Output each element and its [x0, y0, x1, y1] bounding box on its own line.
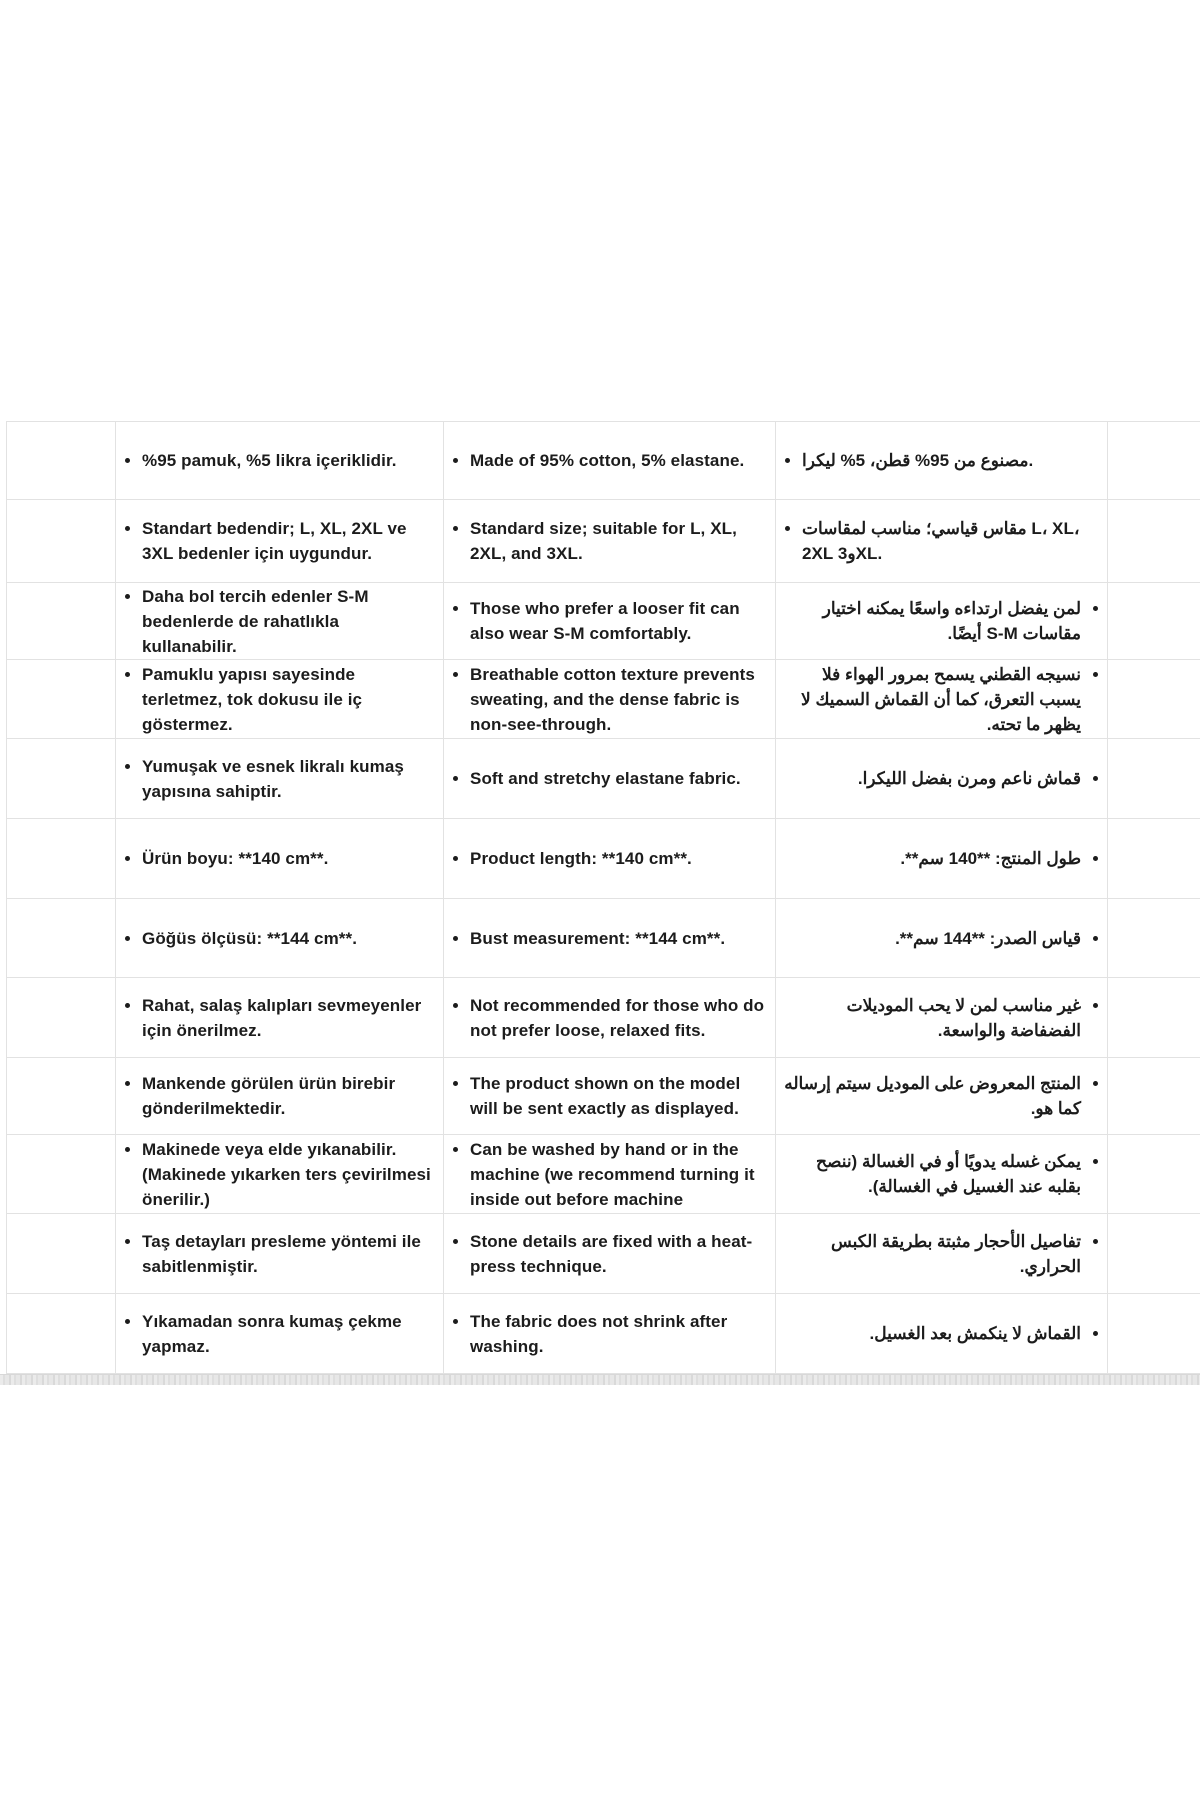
cell-turkish: [116, 819, 443, 898]
feature-item: • Can be washed by hand or in the machine (we recommend turning it inside out before machine: [470, 1137, 769, 1212]
feature-list: [122, 1309, 437, 1359]
feature-item: • Mankende görülen ürün birebir gönderilmektedir.: [142, 1071, 437, 1121]
gutter-right-cell: [1108, 1135, 1200, 1213]
feature-item: • نسيجه القطني يسمح بمرور الهواء فلا يسبب التعرق، كما أن القماش السميك لا يظهر ما تحته.: [782, 662, 1081, 737]
gutter-left-cell: [7, 819, 115, 898]
feature-list: [782, 448, 1101, 473]
gutter-left-cell: [7, 978, 115, 1057]
feature-list: [450, 516, 769, 566]
feature-item: • القماش لا ينكمش بعد الغسيل.: [782, 1321, 1081, 1346]
cell-english: [444, 819, 775, 898]
cell-turkish: [116, 739, 443, 818]
gutter-left-cell: [7, 1058, 115, 1134]
feature-list: [450, 1229, 769, 1279]
cell-arabic: [776, 899, 1107, 977]
cell-turkish: [116, 660, 443, 738]
feature-list: [450, 766, 769, 791]
gutter-right-cell: [1108, 1058, 1200, 1134]
gutter-right-cell: [1108, 500, 1200, 582]
cell-english: [444, 1214, 775, 1293]
gutter-right-cell: [1108, 660, 1200, 738]
feature-list: [450, 662, 769, 737]
gutter-right-cell: [1108, 422, 1200, 499]
feature-item: • قياس الصدر: **144 سم**.: [782, 926, 1081, 951]
feature-item: • The fabric does not shrink after washing.: [470, 1309, 769, 1359]
feature-list: [782, 1071, 1101, 1121]
feature-item: • المنتج المعروض على الموديل سيتم إرساله كما هو.: [782, 1071, 1081, 1121]
feature-item: • %95 pamuk, %5 likra içeriklidir.: [142, 448, 437, 473]
feature-list: [782, 846, 1101, 871]
feature-item: • Ürün boyu: **140 cm**.: [142, 846, 437, 871]
gutter-left-cell: [7, 660, 115, 738]
cell-arabic: [776, 978, 1107, 1057]
feature-item: • Yumuşak ve esnek likralı kumaş yapısına sahiptir.: [142, 754, 437, 804]
translation-table: [6, 421, 1200, 1374]
gutter-left-cell: [7, 583, 115, 659]
feature-item: • Daha bol tercih edenler S-M bedenlerde de rahatlıkla kullanabilir.: [142, 584, 437, 659]
feature-item: • Stone details are fixed with a heat-press technique.: [470, 1229, 769, 1279]
feature-list: [122, 1137, 437, 1212]
feature-list: [122, 448, 437, 473]
feature-item: • Pamuklu yapısı sayesinde terletmez, tok dokusu ile iç göstermez.: [142, 662, 437, 737]
cell-english: [444, 899, 775, 977]
gutter-left-cell: [7, 899, 115, 977]
feature-list: [122, 516, 437, 566]
cell-turkish: [116, 1214, 443, 1293]
cell-turkish: [116, 583, 443, 659]
feature-item: • Not recommended for those who do not prefer loose, relaxed fits.: [470, 993, 769, 1043]
feature-list: [782, 596, 1101, 646]
gutter-right-cell: [1108, 899, 1200, 977]
feature-item: • Those who prefer a looser fit can also wear S-M comfortably.: [470, 596, 769, 646]
feature-item: • Product length: **140 cm**.: [470, 846, 769, 871]
cell-turkish: [116, 422, 443, 499]
feature-item: • Taş detayları presleme yöntemi ile sabitlenmiştir.: [142, 1229, 437, 1279]
feature-list: [122, 993, 437, 1043]
cell-english: [444, 500, 775, 582]
cell-arabic: [776, 1058, 1107, 1134]
feature-item: • Breathable cotton texture prevents sweating, and the dense fabric is non-see-through.: [470, 662, 769, 737]
feature-item: • لمن يفضل ارتداءه واسعًا يمكنه اختيار مقاسات S-M أيضًا.: [782, 596, 1081, 646]
gutter-left-cell: [7, 422, 115, 499]
feature-item: • Makinede veya elde yıkanabilir. (Makinede yıkarken ters çevirilmesi önerilir.): [142, 1137, 437, 1212]
cell-english: [444, 660, 775, 738]
feature-item: • طول المنتج: **140 سم**.: [782, 846, 1081, 871]
cell-arabic: [776, 500, 1107, 582]
feature-list: [122, 584, 437, 659]
feature-list: [450, 993, 769, 1043]
cell-turkish: [116, 500, 443, 582]
feature-item: • Soft and stretchy elastane fabric.: [470, 766, 769, 791]
cell-english: [444, 583, 775, 659]
feature-list: [450, 846, 769, 871]
cell-english: [444, 739, 775, 818]
gutter-right-cell: [1108, 1294, 1200, 1373]
cell-english: [444, 1058, 775, 1134]
feature-list: [122, 662, 437, 737]
feature-item: • يمكن غسله يدويًا أو في الغسالة (ننصح بقلبه عند الغسيل في الغسالة).: [782, 1149, 1081, 1199]
cell-turkish: [116, 1058, 443, 1134]
cell-english: [444, 978, 775, 1057]
cell-turkish: [116, 899, 443, 977]
cell-english: [444, 1135, 775, 1213]
feature-item: • Standard size; suitable for L, XL, 2XL, and 3XL.: [470, 516, 769, 566]
feature-item: • Göğüs ölçüsü: **144 cm**.: [142, 926, 437, 951]
feature-list: [122, 754, 437, 804]
gutter-right-cell: [1108, 583, 1200, 659]
cell-arabic: [776, 1135, 1107, 1213]
gutter-left-cell: [7, 500, 115, 582]
cell-arabic: [776, 1214, 1107, 1293]
feature-list: [450, 926, 769, 951]
cell-turkish: [116, 1135, 443, 1213]
gutter-left-cell: [7, 1214, 115, 1293]
feature-list: [450, 1309, 769, 1359]
feature-item: • مقاس قياسي؛ مناسب لمقاسات L، XL، 2XL و3XL.: [802, 516, 1101, 566]
gutter-left-cell: [7, 1135, 115, 1213]
feature-item: • قماش ناعم ومرن بفضل الليكرا.: [782, 766, 1081, 791]
feature-list: [782, 1229, 1101, 1279]
feature-list: [122, 1071, 437, 1121]
gutter-right-cell: [1108, 978, 1200, 1057]
cell-turkish: [116, 978, 443, 1057]
cell-arabic: [776, 422, 1107, 499]
feature-item: • Yıkamadan sonra kumaş çekme yapmaz.: [142, 1309, 437, 1359]
gutter-right-cell: [1108, 739, 1200, 818]
feature-item: • Standart bedendir; L, XL, 2XL ve 3XL bedenler için uygundur.: [142, 516, 437, 566]
gutter-left-cell: [7, 739, 115, 818]
feature-list: [450, 1071, 769, 1121]
feature-list: [122, 846, 437, 871]
feature-list: [450, 596, 769, 646]
cell-arabic: [776, 583, 1107, 659]
cell-arabic: [776, 1294, 1107, 1373]
feature-list: [122, 926, 437, 951]
feature-item: • تفاصيل الأحجار مثبتة بطريقة الكبس الحراري.: [782, 1229, 1081, 1279]
feature-list: [782, 993, 1101, 1043]
cell-arabic: [776, 739, 1107, 818]
cell-arabic: [776, 819, 1107, 898]
feature-item: • The product shown on the model will be sent exactly as displayed.: [470, 1071, 769, 1121]
feature-list: [782, 516, 1101, 566]
feature-item: • مصنوع من 95% قطن، 5% ليكرا.: [802, 448, 1101, 473]
cell-english: [444, 422, 775, 499]
cell-turkish: [116, 1294, 443, 1373]
feature-item: • Made of 95% cotton, 5% elastane.: [470, 448, 769, 473]
gutter-right-cell: [1108, 819, 1200, 898]
feature-list: [450, 1137, 769, 1212]
feature-list: [782, 766, 1101, 791]
feature-list: [782, 1321, 1101, 1346]
feature-list: [782, 926, 1101, 951]
feature-list: [122, 1229, 437, 1279]
feature-list: [782, 662, 1101, 737]
bottom-edge-strip: [0, 1374, 1200, 1385]
feature-item: • Bust measurement: **144 cm**.: [470, 926, 769, 951]
feature-list: [782, 1149, 1101, 1199]
cell-english: [444, 1294, 775, 1373]
cell-arabic: [776, 660, 1107, 738]
feature-item: • Rahat, salaş kalıpları sevmeyenler için önerilmez.: [142, 993, 437, 1043]
gutter-left-cell: [7, 1294, 115, 1373]
feature-item: • غير مناسب لمن لا يحب الموديلات الفضفاضة والواسعة.: [782, 993, 1081, 1043]
feature-list: [450, 448, 769, 473]
gutter-right-cell: [1108, 1214, 1200, 1293]
